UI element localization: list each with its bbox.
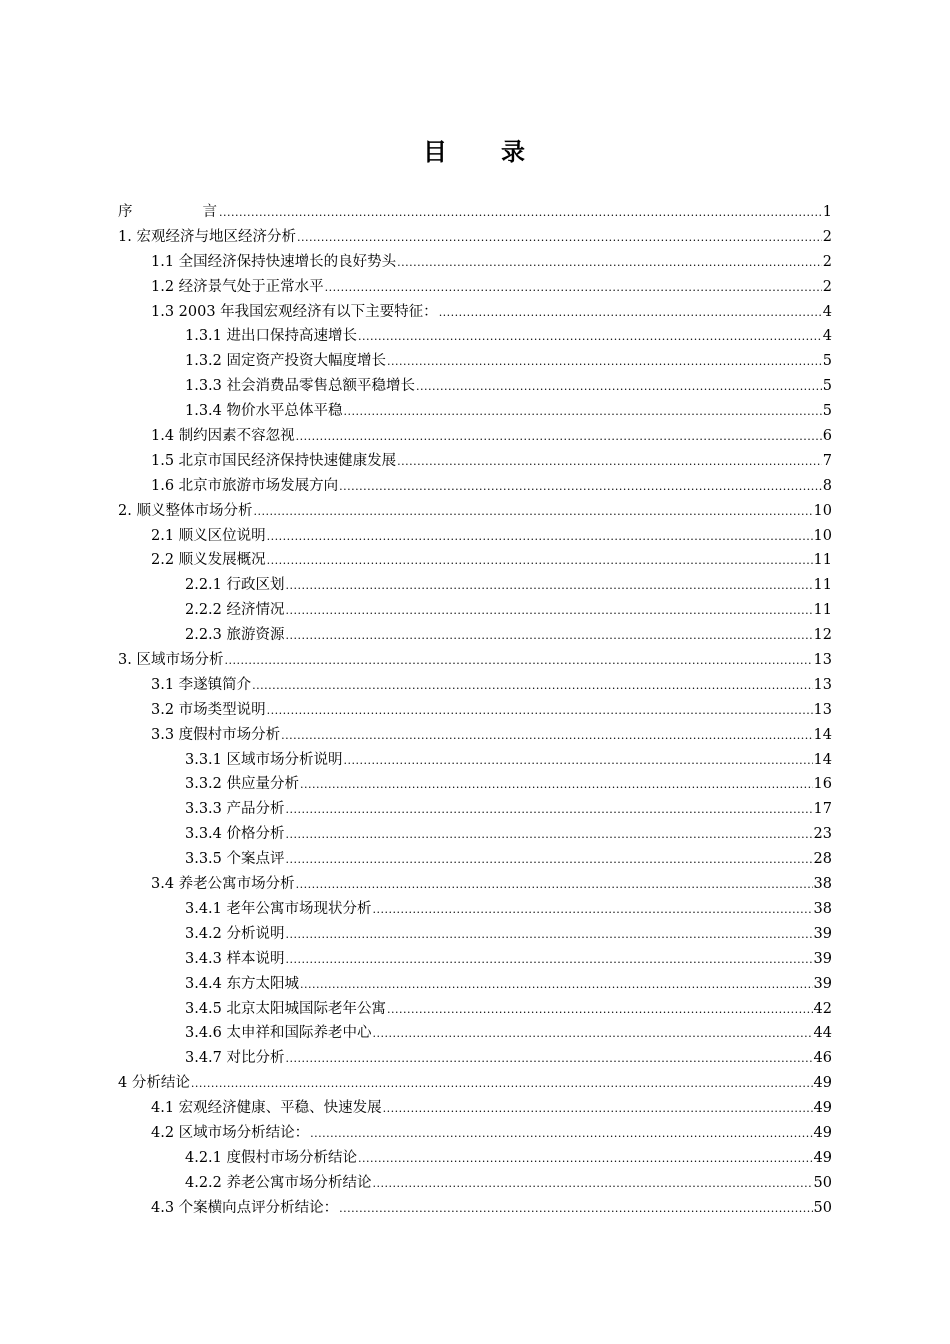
toc-page-number: 10 (813, 502, 832, 519)
toc-page-number: 13 (813, 701, 832, 718)
toc-entry-label: 1. 宏观经济与地区经济分析 (118, 228, 296, 245)
toc-entry[interactable] (118, 797, 832, 822)
toc-dot-leader (439, 301, 822, 326)
toc-dot-leader (383, 1097, 813, 1122)
toc-dot-leader (267, 525, 813, 550)
toc-entry[interactable] (118, 922, 832, 947)
toc-entry-label: 1.4 制约因素不容忽视 (151, 428, 295, 445)
toc-entry-label: 2. 顺义整体市场分析 (118, 502, 253, 519)
toc-dot-leader (373, 1022, 813, 1047)
toc-dot-leader (339, 1197, 812, 1222)
toc-entry[interactable] (118, 275, 832, 300)
toc-page-number: 49 (813, 1075, 832, 1092)
toc-entry-preface[interactable] (118, 200, 832, 225)
toc-entry-label: 4.3 个案横向点评分析结论： (151, 1199, 339, 1216)
toc-entry[interactable] (118, 623, 832, 648)
title-char-2: 录 (501, 138, 527, 166)
toc-page-number: 8 (822, 477, 832, 494)
toc-entry[interactable] (118, 772, 832, 797)
toc-page-number: 49 (813, 1149, 832, 1166)
toc-entry-label: 3.4.4 东方太阳城 (185, 975, 300, 992)
toc-dot-leader (191, 1072, 813, 1097)
toc-entry-label: 1.3.2 固定资产投资大幅度增长 (185, 353, 387, 370)
toc-entry[interactable] (118, 723, 832, 748)
toc-dot-leader (397, 251, 822, 276)
toc-entry-label: 4 分析结论 (118, 1075, 190, 1092)
toc-entry[interactable] (118, 1096, 832, 1121)
toc-dot-leader (286, 574, 813, 599)
toc-page-number: 38 (813, 876, 832, 893)
toc-entry[interactable] (118, 499, 832, 524)
toc-entry[interactable] (118, 424, 832, 449)
toc-dot-leader (296, 425, 822, 450)
toc-page-number: 38 (813, 900, 832, 917)
toc-entry[interactable] (118, 897, 832, 922)
toc-entry[interactable] (118, 349, 832, 374)
toc-page-number: 13 (813, 652, 832, 669)
toc-dot-leader (286, 798, 813, 823)
toc-entry-label: 2.1 顺义区位说明 (151, 527, 266, 544)
toc-entry-label: 3.4.2 分析说明 (185, 925, 285, 942)
toc-page-number: 6 (822, 428, 832, 445)
toc-entry-label: 3.3.2 供应量分析 (185, 776, 300, 793)
toc-page-number: 14 (813, 726, 832, 743)
toc-entry[interactable] (118, 822, 832, 847)
toc-entry-label: 1.5 北京市国民经济保持快速健康发展 (151, 452, 397, 469)
toc-entry[interactable] (118, 548, 832, 573)
toc-entry-label: 1.6 北京市旅游市场发展方向 (151, 477, 339, 494)
toc-page-number: 13 (813, 676, 832, 693)
toc-page-number: 2 (822, 253, 832, 270)
toc-entry-label: 3.3.5 个案点评 (185, 851, 285, 868)
toc-entry[interactable] (118, 474, 832, 499)
toc-entry[interactable] (118, 524, 832, 549)
toc-entry[interactable] (118, 374, 832, 399)
toc-dot-leader (387, 350, 822, 375)
toc-dot-leader (267, 549, 813, 574)
toc-entry[interactable] (118, 399, 832, 424)
toc-entry[interactable] (118, 598, 832, 623)
toc-page-number: 2 (822, 278, 832, 295)
toc-dot-leader (286, 599, 813, 624)
toc-dot-leader (300, 973, 813, 998)
toc-dot-leader (344, 749, 813, 774)
table-of-contents (118, 200, 832, 1221)
toc-entry[interactable] (118, 997, 832, 1022)
toc-dot-leader (358, 325, 822, 350)
toc-dot-leader (267, 699, 813, 724)
toc-dot-leader (358, 1147, 813, 1172)
preface-char-2: 言 (202, 204, 217, 220)
toc-dot-leader (281, 724, 812, 749)
toc-page-number: 7 (822, 452, 832, 469)
toc-dot-leader (286, 823, 813, 848)
toc-dot-leader (325, 276, 822, 301)
toc-dot-leader (286, 948, 813, 973)
toc-dot-leader (286, 1047, 813, 1072)
toc-entry-label: 4.2.1 度假村市场分析结论 (185, 1149, 358, 1166)
toc-entry-label (118, 200, 218, 225)
page-title (0, 136, 950, 168)
toc-entry-label: 3. 区域市场分析 (118, 652, 224, 669)
toc-dot-leader (252, 674, 812, 699)
toc-entry[interactable] (118, 1171, 832, 1196)
toc-entry[interactable] (118, 1121, 832, 1146)
toc-entry-label: 3.2 市场类型说明 (151, 701, 266, 718)
toc-entry[interactable] (118, 225, 832, 250)
toc-page-number: 17 (813, 801, 832, 818)
toc-entry[interactable] (118, 1046, 832, 1071)
toc-entry-label: 1.2 经济景气处于正常水平 (151, 278, 324, 295)
toc-entry[interactable] (118, 324, 832, 349)
toc-page-number: 28 (813, 851, 832, 868)
toc-entry-label: 1.1 全国经济保持快速增长的良好势头 (151, 253, 397, 270)
toc-dot-leader (397, 450, 822, 475)
toc-page-number: 50 (813, 1174, 832, 1191)
toc-page-number: 1 (822, 204, 832, 220)
toc-entry-label: 3.4 养老公寓市场分析 (151, 876, 295, 893)
toc-entry-label: 4.2.2 养老公寓市场分析结论 (185, 1174, 372, 1191)
toc-entry-label: 1.3 2003 年我国宏观经济有以下主要特征： (151, 303, 438, 320)
toc-entry[interactable] (118, 972, 832, 997)
toc-entry-label: 3.1 李遂镇简介 (151, 676, 252, 693)
toc-entry[interactable] (118, 449, 832, 474)
toc-page-number: 16 (813, 776, 832, 793)
toc-entry-label: 1.3.4 物价水平总体平稳 (185, 403, 343, 420)
toc-page-number: 39 (813, 975, 832, 992)
toc-page-number: 10 (813, 527, 832, 544)
toc-page-number: 11 (813, 602, 832, 619)
toc-entry-label: 3.4.7 对比分析 (185, 1050, 285, 1067)
toc-entry-label: 1.3.1 进出口保持高速增长 (185, 328, 358, 345)
toc-page-number: 50 (813, 1199, 832, 1216)
toc-dot-leader (297, 226, 822, 251)
toc-entry[interactable] (118, 1021, 832, 1046)
toc-entry-label: 3.3 度假村市场分析 (151, 726, 281, 743)
preface-char-1: 序 (118, 204, 133, 220)
toc-entry[interactable] (118, 1196, 832, 1221)
toc-entry-label: 4.2 区域市场分析结论： (151, 1124, 310, 1141)
toc-dot-leader (219, 201, 822, 226)
toc-dot-leader (286, 923, 813, 948)
toc-entry[interactable] (118, 872, 832, 897)
toc-dot-leader (224, 649, 812, 674)
toc-dot-leader (286, 624, 813, 649)
toc-entry[interactable] (118, 1071, 832, 1096)
toc-entry[interactable] (118, 947, 832, 972)
toc-page-number: 4 (822, 328, 832, 345)
toc-page-number: 4 (822, 303, 832, 320)
toc-entry-label: 3.3.3 产品分析 (185, 801, 285, 818)
toc-page-number: 11 (813, 577, 832, 594)
toc-dot-leader (387, 998, 813, 1023)
toc-entry-label: 2.2.2 经济情况 (185, 602, 285, 619)
toc-dot-leader (253, 500, 812, 525)
toc-entry-label: 2.2.3 旅游资源 (185, 627, 285, 644)
toc-dot-leader (310, 1122, 812, 1147)
toc-page-number: 44 (813, 1025, 832, 1042)
toc-entry-label: 3.4.5 北京太阳城国际老年公寓 (185, 1000, 387, 1017)
toc-entry[interactable] (118, 573, 832, 598)
toc-page-number: 11 (813, 552, 832, 569)
toc-page-number: 39 (813, 950, 832, 967)
toc-page-number: 42 (813, 1000, 832, 1017)
toc-entry[interactable] (118, 1146, 832, 1171)
toc-page-number: 5 (822, 403, 832, 420)
title-char-1: 目 (423, 138, 449, 166)
toc-page-number: 12 (813, 627, 832, 644)
toc-entry-label: 3.3.4 价格分析 (185, 826, 285, 843)
toc-dot-leader (296, 873, 813, 898)
toc-entry[interactable] (118, 748, 832, 773)
toc-page-number: 5 (822, 353, 832, 370)
toc-entry-label: 3.4.3 样本说明 (185, 950, 285, 967)
toc-page-number: 46 (813, 1050, 832, 1067)
toc-page-number: 39 (813, 925, 832, 942)
toc-dot-leader (339, 475, 822, 500)
toc-entry[interactable] (118, 250, 832, 275)
toc-entry[interactable] (118, 847, 832, 872)
toc-entry-label: 2.2 顺义发展概况 (151, 552, 266, 569)
toc-dot-leader (373, 1172, 813, 1197)
toc-dot-leader (344, 400, 822, 425)
toc-page-number: 49 (813, 1100, 832, 1117)
toc-entry[interactable] (118, 673, 832, 698)
toc-dot-leader (286, 848, 813, 873)
toc-entry-label: 4.1 宏观经济健康、平稳、快速发展 (151, 1100, 382, 1117)
toc-entry[interactable] (118, 698, 832, 723)
toc-page-number: 14 (813, 751, 832, 768)
toc-page-number: 23 (813, 826, 832, 843)
toc-entry-label: 3.4.1 老年公寓市场现状分析 (185, 900, 372, 917)
toc-page-number: 2 (822, 228, 832, 245)
toc-dot-leader (300, 773, 813, 798)
toc-entry[interactable] (118, 300, 832, 325)
toc-dot-leader (373, 898, 813, 923)
toc-page-number: 49 (813, 1124, 832, 1141)
toc-entry-label: 1.3.3 社会消费品零售总额平稳增长 (185, 378, 416, 395)
toc-entry[interactable] (118, 648, 832, 673)
toc-dot-leader (416, 375, 822, 400)
toc-entry-label: 3.3.1 区域市场分析说明 (185, 751, 343, 768)
toc-page-number: 5 (822, 378, 832, 395)
toc-entry-label: 2.2.1 行政区划 (185, 577, 285, 594)
toc-entry-label: 3.4.6 太申祥和国际养老中心 (185, 1025, 372, 1042)
